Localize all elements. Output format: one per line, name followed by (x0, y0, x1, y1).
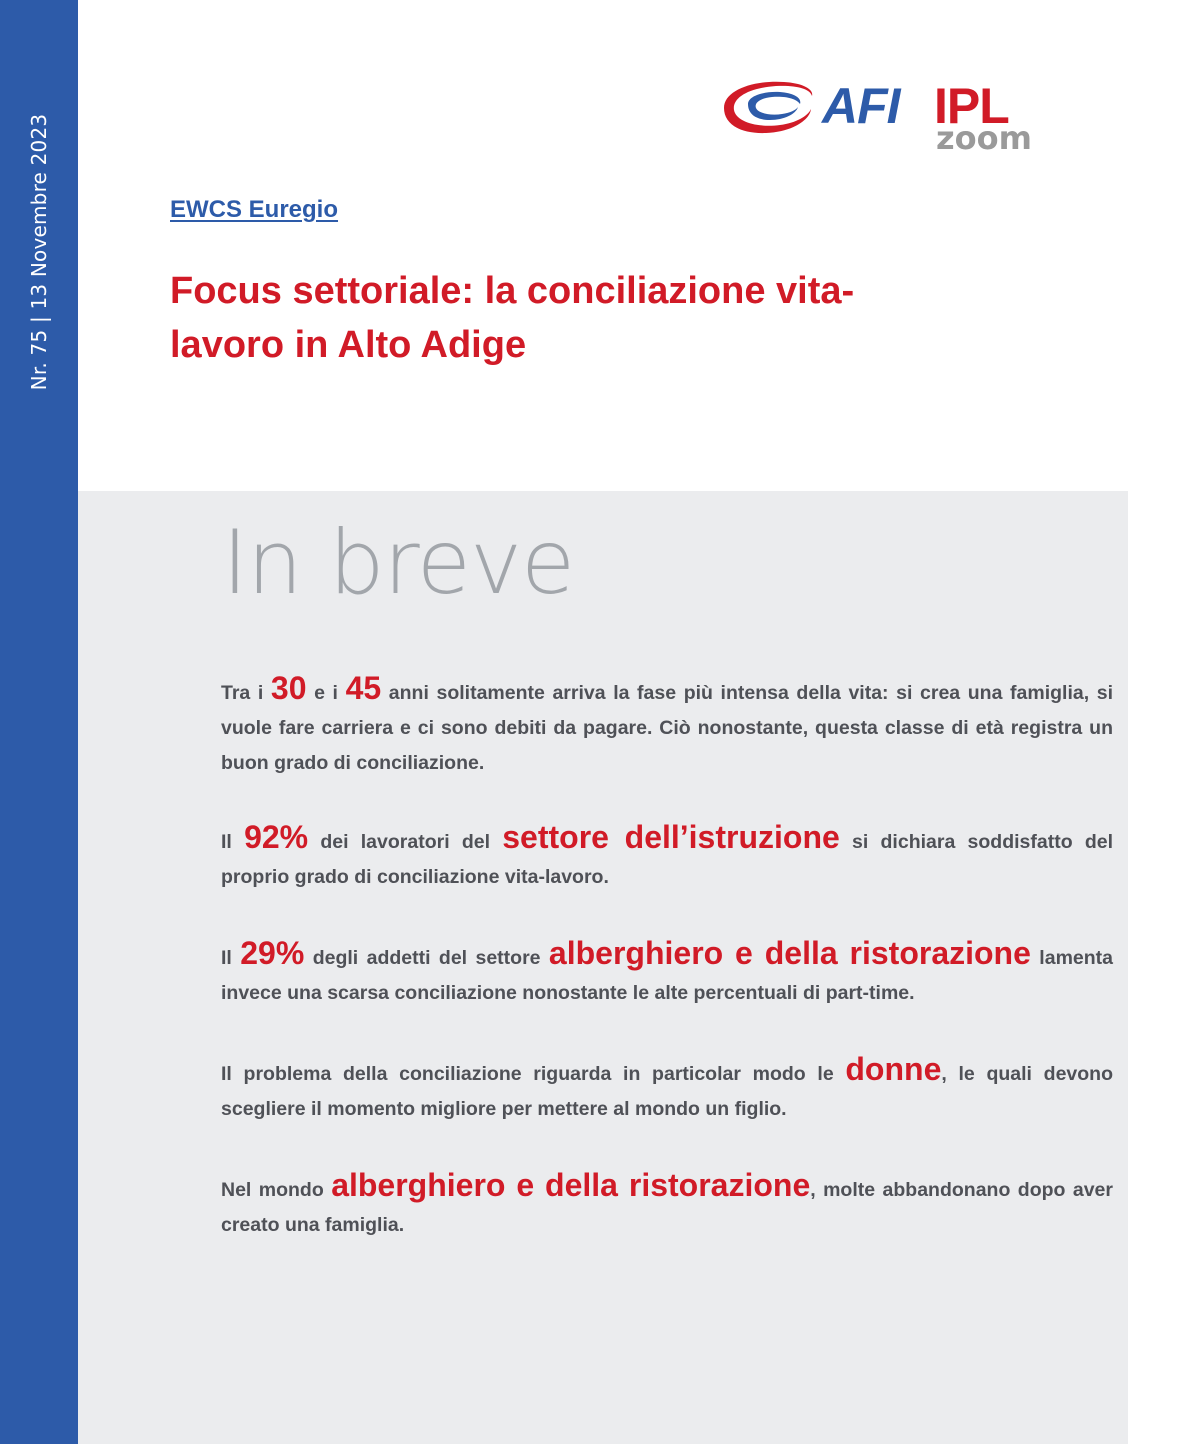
highlight-phrase: donne (845, 1051, 942, 1087)
highlight-number: 92% (244, 819, 309, 855)
sidebar (0, 0, 78, 1444)
logo-ipl-text: IPL (934, 78, 1009, 134)
afi-ipl-zoom-logo (718, 76, 1048, 166)
highlight-number: 30 (270, 670, 307, 706)
swoosh-logo-icon (718, 76, 818, 140)
page-title: Focus settoriale: la conciliazione vita-lavoro in Alto Adige (170, 270, 855, 366)
logo-afi-text: AFI (822, 78, 900, 134)
highlight-phrase: alberghiero e della ristorazione (331, 1167, 811, 1203)
summary-paragraph-3: Il 29% degli addetti del settore alberghiero e della ristorazione lamenta invece una scarsa conciliazione nonostante le alte percentuali di part-time. (221, 935, 1114, 1004)
category-link[interactable]: EWCS Euregio (170, 196, 339, 223)
highlight-phrase: settore dell’istruzione (502, 819, 840, 855)
summary-paragraph-4: Il problema della conciliazione riguarda in particolar modo le donne, le quali devono scegliere il momento migliore per mettere al mondo un figlio. (221, 1051, 1113, 1120)
summary-paragraph-5: Nel mondo alberghiero e della ristorazione, molte abbandonano dopo aver creato una famiglia. (221, 1167, 1113, 1236)
summary-heading: In breve (222, 511, 575, 614)
summary-paragraph-2: Il 92% dei lavoratori del settore dell’istruzione si dichiara soddisfatto del proprio grado di conciliazione vita-lavoro. (221, 819, 1114, 888)
logo-zoom-text: zoom (936, 119, 1032, 157)
summary-paragraph-1: Tra i 30 e i 45 anni solitamente arriva la fase più intensa della vita: si crea una famiglia, si vuole fare carriera e ci sono debiti da pagare. Ciò nonostante, questa classe di età registra un buon grado di conciliazione. (221, 670, 1113, 774)
highlight-phrase: alberghiero e della ristorazione (548, 935, 1031, 971)
highlight-number: 45 (345, 670, 382, 706)
highlight-number: 29% (240, 935, 305, 971)
issue-date: Nr. 75 | 13 Novembre 2023 (27, 113, 51, 391)
